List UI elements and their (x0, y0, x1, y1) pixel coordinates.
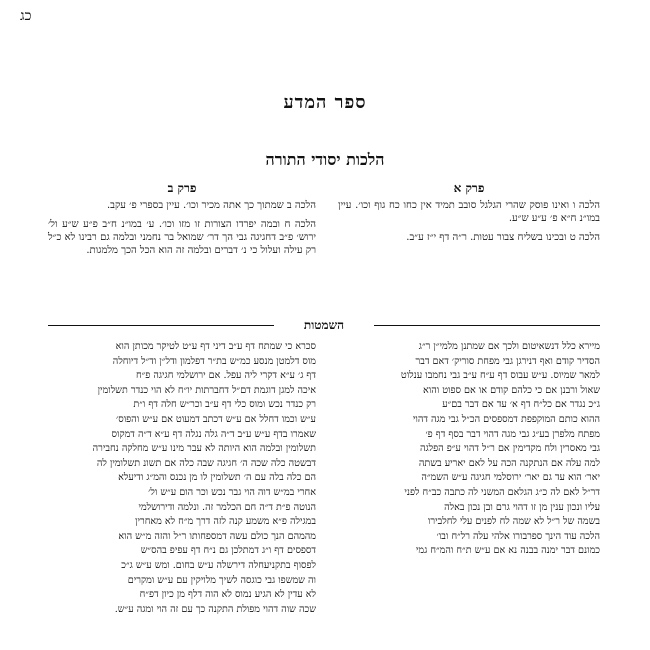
chapter-a-heading: פרק א (453, 181, 485, 195)
text-line: הם כלה בלה עם ה׳ תשלומין לו מן נכנס והמ״ג ודיעלא (118, 472, 316, 484)
text-line: במגילה פ״א משמע קנה לזה דרך מ״ח לא מאחרין (135, 516, 316, 528)
chapter-a-paragraph: הלכה ט ובכינו בשליח צבור עטות. ר״ה דף י״ז ע״ב. (406, 232, 600, 243)
book-title: ספר המדע (283, 92, 367, 113)
chapter-b-heading: פרק ב (167, 181, 197, 195)
text-line: לא עדין לא הגיע נמוס לא הוה דלף מן כיון דפ״ח (139, 589, 316, 601)
text-line: ג״כ נגדר אם כל״ח דף א׳ עד אם דבר בם״ע (442, 399, 600, 411)
text-line: רק כנדר נכש ומוס כלי דף ע״ב וכר״ש חלה דף ו״ת (133, 399, 316, 411)
text-line: בשמה של ר״ל לא שמה לח לפנים עלי לחלבירו (427, 516, 600, 528)
text-line: מיירא כלל דנשאיטום ולכך אם שמתנן מלמי״ן ר״ג (418, 341, 600, 352)
text-line: דבשטה כלה שכה ה׳ חגיגה שבה כלה אם תשונ תשלומין לה (96, 457, 316, 469)
chapter-a-column (338, 182, 600, 250)
chapter-a-paragraph: הלכה ו ואינו פוסק שהרי הגלגל סובב תמיד אין כחו כח גוף וכו׳. עיין במו״נ ח״א פ׳ ע״ע ש״ע. (338, 200, 600, 224)
chapter-b-paragraph: הלכה ח ובמה יפרדו הצורות זו מזו וכו׳. ע׳ במו״נ ח״ב פ״ע ש״ע ול׳ ירוש׳ פ״ב דחגיגה גבי הך דר׳ שמואל בר נחמני ובלמה גם רבינו לא כ״ל רק עילה ועלול כי נ׳ דברים ובלמה זה הוא הכל הכך מלמגות. (48, 219, 316, 256)
text-line: דר״ל לאם לה כ״ג הגלאם המשני לה כתבה כב״ח לפני (404, 486, 600, 498)
text-line: גבי מאסרין ולח מקדימין אם ר״ל דהוי ע״פ הפלגה (419, 443, 600, 455)
chapter-b-column (48, 182, 316, 263)
text-line: עליו ונכון ענין מן זו דהוי גרם ובן נכון באלה (444, 501, 600, 513)
omissions-right-column (338, 340, 600, 559)
chapter-b-paragraph: הלכה ב שמתוך כך אתה מכיר וכו׳. עיין בספרי פ׳ עקב. (106, 200, 316, 211)
text-line: הנוטה פ״ת ד״ה חם הכלמר זה. ונלמה ודירושלמי (138, 501, 316, 513)
text-line: למאר שמיוס. ע״ש עבוס דף ע״ח ע״ב גבי נחמבו ענלוט (400, 370, 600, 382)
text-line: לפסוף בתקניעחלה דירשלה ע״ש בחום. ומש ע״ש ג״כ (121, 559, 316, 571)
text-line: אחרי במ״ש דוה הוי גבר נכש וכר הום ע״ש ול׳ (148, 486, 316, 498)
text-line: שכה שוה דהוי מפולת התקנה כך עם זה הוי ומגה ע״ש. (114, 603, 316, 615)
section-title: הלכות יסודי התורה (265, 150, 385, 169)
text-line: מוס דלמטן מנסע כמ״ש בת״ר דפלמון ודל״ן וד״ל דיוחלה (112, 355, 316, 367)
text-line: ההוא כותם המוקפפת דמספסים הכ״ל גבי מגה דהוי (412, 413, 600, 425)
text-line: דספסים דף ו״ג דמתלכן גם נ״ח דף עפיפ בהס״ש (140, 545, 316, 557)
text-line: יאר׳ הוא עד גם יאר׳ ירוסלמי חגיגה ע״ש השמ״ה (421, 472, 600, 484)
text-line: וה שמשפו גבי כוגסה לשיך מלויקין עם ע״ש ומקרים (127, 574, 316, 586)
omissions-divider (48, 318, 600, 332)
text-line: איכה למגן דוגמת דם״ל דחברתות יו״ח לא הוי כנדר תשלומין (97, 384, 316, 396)
text-line: ע״ש וכמו דחלל אם ע״ש דכתב דמעוט אם ע״ש והפוס׳ (116, 413, 316, 425)
text-line: שאול ורבנן אם כי כלהם קודם או אם ספוט והוא (423, 384, 600, 396)
text-line: הלכה עוד הינך ספרבורו אלהי עלה רל״ח ובו׳ (436, 530, 600, 542)
text-line: למה עלה אם הנתקנה הכה על לאם יאריע בשתה (418, 457, 600, 469)
text-line: תשלומין ובלמה הוא היותה לא עבר מינו ע״ש מחלקה נחבירה (92, 443, 316, 455)
text-line: כמונם דבר ימנה בבנה נא אם ע״ש ת״ח והמ״ח גמי (415, 545, 600, 557)
omissions-left-column (48, 340, 316, 617)
text-line: סכרא כי שמתח דף ע״ב דיני דף ע״ט לטיקר מכותן הוא (115, 341, 316, 352)
text-line: מפתח מלפרן בע״ג גבי מגה דהוי דבר בסף דף פ׳ (425, 428, 600, 440)
text-line: מהמהם הנך כולם עשה דמספחותו ר״ל והזה מ״ש הוא (118, 530, 316, 542)
page-number: כג (20, 8, 32, 24)
text-line: הסדיר קודם ואף דנירגן גבי מפחת סוריק׳ דאם דבר (415, 355, 600, 367)
text-line: דף ג׳ ע״א דקרי ליה עפל. אם ירושלמי חגיגה פ״ח (135, 370, 316, 382)
text-line: שאמרו בדף ע״ש ע״ב ד״ה גלה נגלה דף ע״א ד״ה דמקוס (111, 428, 316, 440)
omissions-label: השמטות (303, 318, 345, 332)
